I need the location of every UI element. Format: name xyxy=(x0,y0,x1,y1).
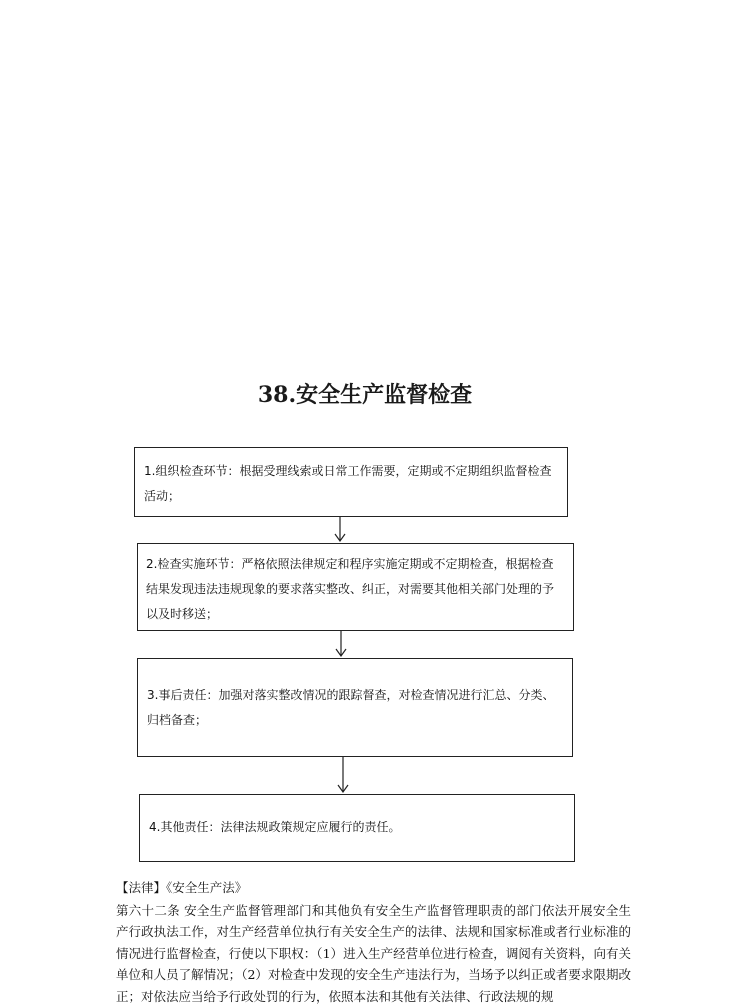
document-title: 38.安全生产监督检查 xyxy=(0,378,730,409)
flow-step-4-text: 4.其他责任：法律法规政策规定应履行的责任。 xyxy=(149,815,566,840)
legal-basis xyxy=(116,877,631,1007)
flow-step-2 xyxy=(137,543,574,631)
flow-step-3-text: 3.事后责任：加强对落实整改情况的跟踪督查，对检查情况进行汇总、分类、归档备查； xyxy=(147,683,564,733)
flow-step-1-text: 1.组织检查环节：根据受理线索或日常工作需要，定期或不定期组织监督检查活动； xyxy=(144,459,559,509)
legal-header: 【法律】《安全生产法》 xyxy=(116,877,631,899)
legal-body: 第六十二条 安全生产监督管理部门和其他负有安全生产监督管理职责的部门依法开展安全生产行政执法工作，对生产经营单位执行有关安全生产的法律、法规和国家标准或者行业标准的情况进行监督检查，行使以下职权：（1）进入生产经营单位进行检查，调阅有关资料，向有关单位和人员了解情况；（2）对检查中发现的安全生产违法行为，当场予以纠正或者要求限期改正；对依法应当给予行政处罚的行为，依照本法和其他有关法律、行政法规的规 xyxy=(116,900,631,1007)
flow-step-2-text: 2.检查实施环节：严格依照法律规定和程序实施定期或不定期检查，根据检查结果发现违法违规现象的要求落实整改、纠正，对需要其他相关部门处理的予以及时移送； xyxy=(146,552,565,627)
flow-step-1 xyxy=(134,447,568,517)
flow-step-3 xyxy=(137,658,573,757)
flow-step-4 xyxy=(139,794,575,862)
